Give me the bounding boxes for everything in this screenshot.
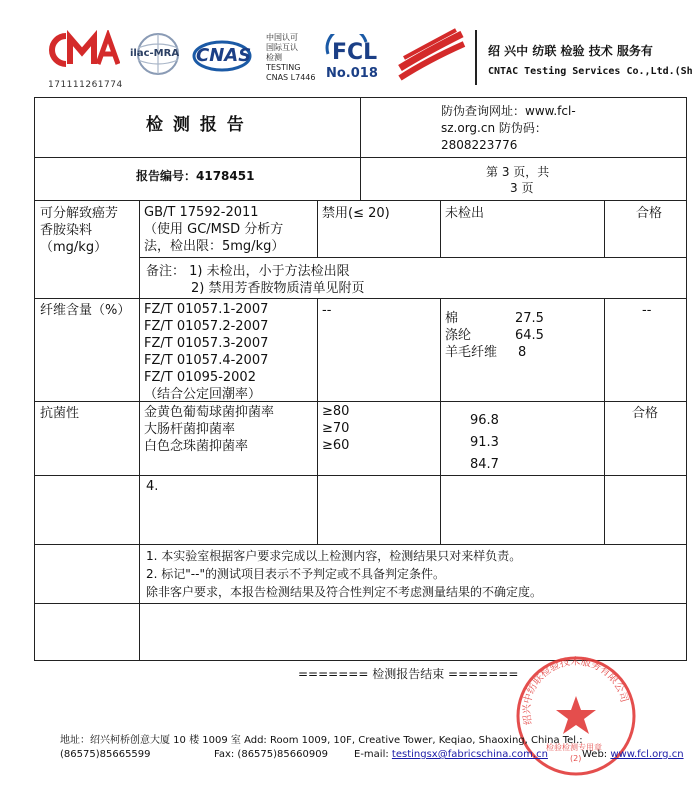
fcl-logo — [322, 34, 378, 84]
row-antibacterial-item: 抗菌性 — [40, 406, 80, 421]
web-label: Web: — [582, 749, 611, 760]
company-name-en: CNTAC Testing Services Co.,Ltd.(Sh — [488, 66, 693, 77]
row-fiber-method: FZ/T 01057.1-2007 FZ/T 01057.2-2007 FZ/T 01057.3-2007 FZ/T 01057.4-2007 FZ/T 01095-2002 （结合公定回潮率） — [144, 302, 269, 402]
fiber-name: 涤纶 — [445, 328, 472, 343]
anti-counterfeit-info — [441, 103, 576, 154]
ilac-mra-logo — [128, 32, 188, 76]
verify-url-line-1: 防伪查询网址：www.fcl- — [441, 104, 576, 118]
fcl-label: FCL — [332, 40, 378, 65]
row-amine-result: 未检出 — [445, 206, 485, 221]
stamp-code: (2) — [570, 754, 582, 763]
email-label: E-mail: — [354, 749, 392, 760]
footer-fax: Fax: (86575)85660909 — [214, 749, 328, 760]
row-antibacterial-method: 金黄色葡萄球菌抑菌率 大肠杆菌抑菌率 白色念珠菌抑菌率 — [144, 405, 275, 454]
cnas-text: 中国认可 国际互认 检测 TESTING CNAS L7446 — [266, 33, 316, 82]
footer-web — [582, 749, 684, 760]
ilac-label: ilac-MRA — [130, 48, 180, 59]
grid-line — [604, 298, 605, 545]
grid-line — [139, 200, 140, 661]
red-wave-icon — [396, 28, 468, 84]
company-name-cn: 绍 兴中 纺联 检验 技术 服务有 — [488, 44, 653, 58]
header — [0, 0, 696, 95]
row-antibacterial-limit: ≥80 ≥70 ≥60 — [322, 404, 350, 453]
row-amine-item: 可分解致癌芳 香胺染料 （mg/kg） — [40, 206, 119, 255]
cma-number: 171111261774 — [48, 80, 123, 90]
footnote-1: 1. 本实验室根据客户要求完成以上检测内容，检测结果只对来样负责。 — [146, 549, 522, 563]
cma-logo — [48, 30, 120, 74]
footnote-3: 除非客户要求，本报告检测结果及符合性判定不考虑测量结果的不确定度。 — [146, 585, 543, 599]
footnotes — [146, 547, 542, 601]
row-antibacterial-result: 96.8 91.3 84.7 — [470, 413, 499, 472]
cnas-logo — [190, 36, 258, 74]
grid-line — [604, 200, 605, 258]
fcl-number: No.018 — [326, 66, 378, 81]
grid-line — [34, 603, 687, 604]
fiber-name: 棉 — [445, 311, 459, 326]
footer-email — [354, 749, 548, 760]
row-fiber-verdict: -- — [642, 303, 652, 318]
grid-line — [360, 97, 361, 201]
cnas-label: CNAS — [196, 45, 252, 66]
cntac-logo — [396, 28, 468, 84]
page-info-line-2: 3 页 — [510, 181, 534, 195]
footnote-2: 2. 标记"--"的测试项目表示不予判定或不具备判定条件。 — [146, 567, 445, 581]
row-fiber-limit: -- — [322, 303, 332, 318]
fiber-value: 64.5 — [515, 328, 544, 343]
stamp-sub: 检验检测专用章 — [546, 743, 602, 752]
header-divider — [475, 30, 477, 85]
grid-line — [440, 200, 441, 258]
grid-line — [34, 298, 687, 299]
grid-line — [34, 544, 687, 545]
row-amine-notes: 备注： 1) 未检出，小于方法检出限 2) 禁用芳香胺物质清单见附页 — [146, 264, 365, 296]
row-amine-method: GB/T 17592-2011 （使用 GC/MSD 分析方 法，检出限：5mg/kg） — [144, 205, 285, 254]
report-end-text: ======= 检测报告结束 ======= — [298, 667, 519, 681]
page-info-line-1: 第 3 页，共 — [486, 165, 550, 179]
grid-line — [317, 200, 318, 258]
row-amine-verdict: 合格 — [636, 206, 663, 221]
fiber-name: 羊毛纤维 — [445, 345, 498, 360]
row-4-method: 4. — [146, 479, 159, 494]
fiber-value: 8 — [518, 345, 527, 360]
row-fiber-item: 纤维含量（%） — [40, 303, 131, 318]
verify-code: 2808223776 — [441, 138, 518, 152]
grid-line — [686, 97, 687, 661]
email-link[interactable]: testingsx@fabricschina.com.cn — [391, 749, 548, 760]
grid-line — [34, 475, 687, 476]
grid-line — [34, 401, 687, 402]
grid-line — [317, 298, 318, 545]
row-fiber-results — [445, 310, 595, 361]
report-title: 检 测 报 告 — [146, 115, 246, 135]
cma-mark-icon — [48, 30, 120, 70]
footer-address: 地址：绍兴柯桥创意大厦 10 楼 1009 室 Add: Room 1009, 10F, Creative Tower, Keqiao, Shaoxing, China Tel.: — [60, 735, 583, 746]
report-number: 报告编号：4178451 — [136, 169, 255, 183]
fiber-value: 27.5 — [515, 311, 544, 326]
grid-line — [34, 97, 35, 661]
web-link[interactable]: www.fcl.org.cn — [610, 749, 684, 760]
page-info — [486, 164, 549, 196]
grid-line — [440, 298, 441, 545]
row-amine-limit: 禁用(≤ 20) — [322, 206, 390, 221]
verify-url-line-2: sz.org.cn 防伪码： — [441, 121, 547, 135]
stamp-text: 绍兴中纺联检验技术服务有限公司 — [521, 656, 630, 726]
footer-tel: (86575)85665599 — [60, 749, 151, 760]
row-antibacterial-verdict: 合格 — [632, 406, 659, 421]
